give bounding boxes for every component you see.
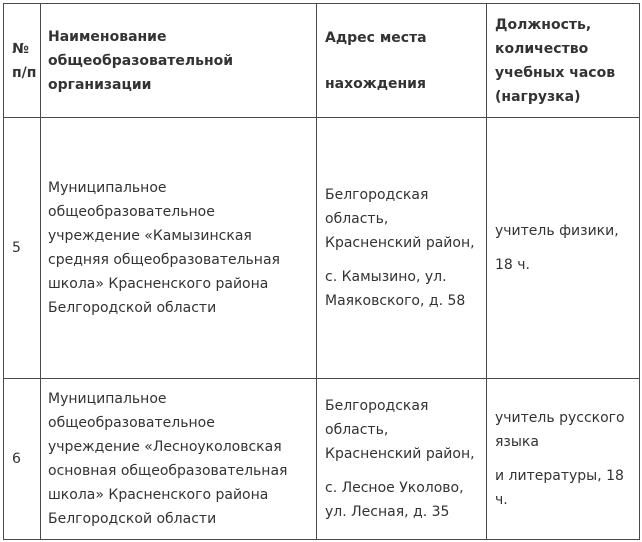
school-positions-table [3, 3, 640, 540]
address-street: с. Лесное Уколово, ул. Лесная, д. 35 [325, 480, 464, 520]
header-position: Должность, количество учебных часов (нагрузка) [487, 4, 640, 118]
header-number: № п/п [4, 4, 41, 118]
address-region: Белгородская область, Красненский район, [325, 187, 475, 251]
header-address-line2: нахождения [325, 75, 426, 92]
position-cell [487, 379, 640, 540]
header-address-line1: Адрес места [325, 29, 427, 46]
row-number: 6 [4, 379, 41, 540]
header-organization: Наименование общеобразовательной организации [41, 4, 317, 118]
header-row [4, 4, 640, 118]
position-title: учитель русского языка [495, 410, 625, 450]
address-cell [317, 118, 487, 379]
position-hours: и литературы, 18 ч. [495, 468, 624, 508]
organization-name: Муниципальное общеобразовательное учреждение «Камызинская средняя общеобразовательная школа» Красненского района Белгородской области [41, 118, 317, 379]
address-street: с. Камызино, ул. Маяковского, д. 58 [325, 269, 466, 309]
header-address [317, 4, 487, 118]
row-number: 5 [4, 118, 41, 379]
position-hours: 18 ч. [495, 257, 530, 273]
address-region: Белгородская область, Красненский район, [325, 398, 475, 462]
position-cell [487, 118, 640, 379]
position-title: учитель физики, [495, 223, 619, 239]
table-row [4, 379, 640, 540]
organization-name: Муниципальное общеобразовательное учреждение «Лесноуколовская основная общеобразовательная школа» Красненского района Белгородской области [41, 379, 317, 540]
address-cell [317, 379, 487, 540]
table-row [4, 118, 640, 379]
